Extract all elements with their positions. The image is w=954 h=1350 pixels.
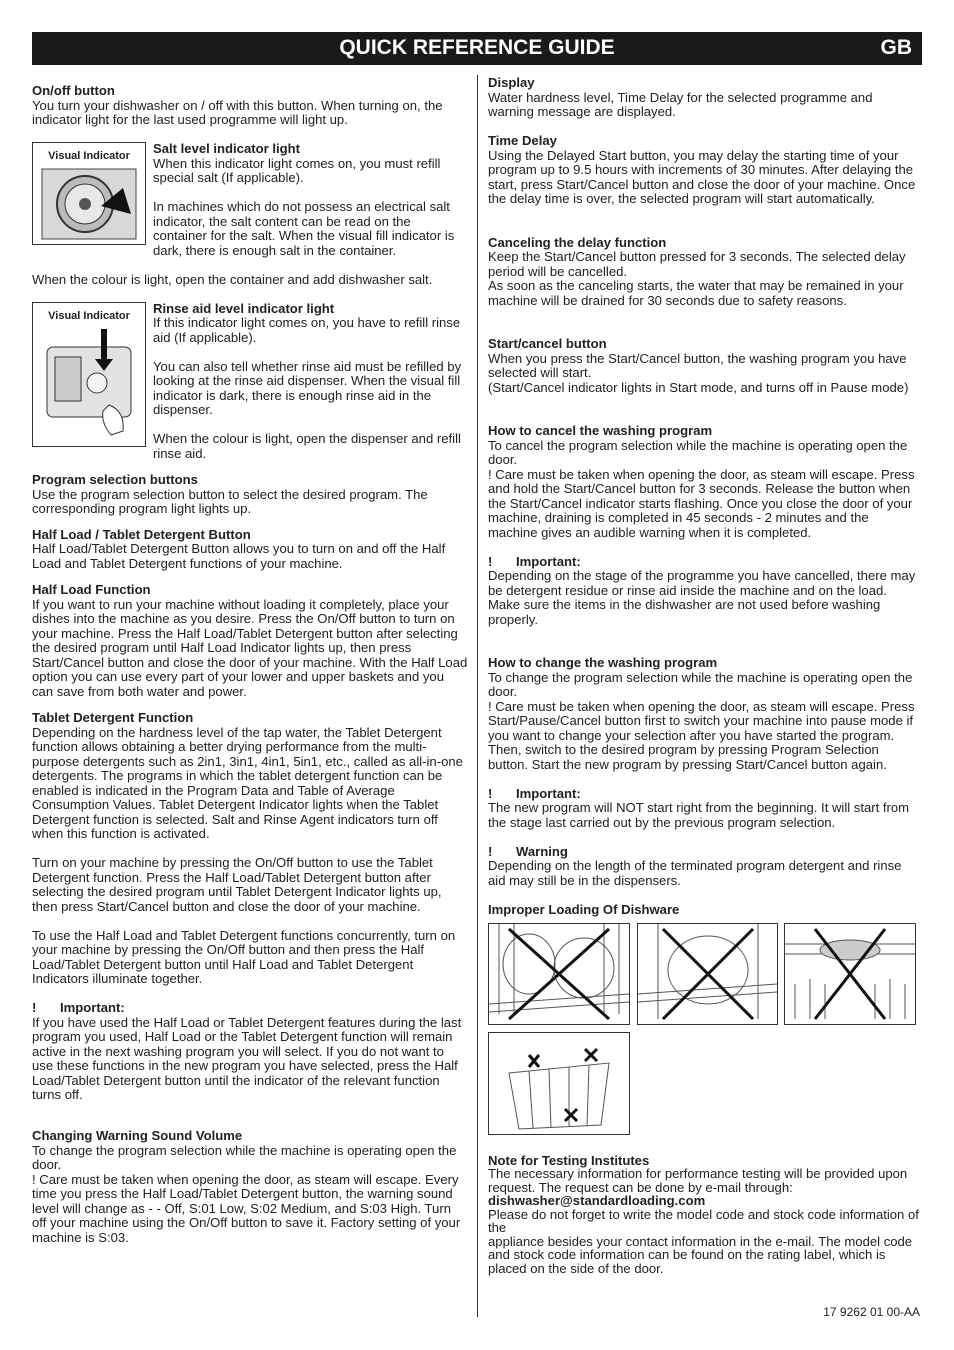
salt-text-3: When the colour is light, open the container and add dishwasher salt. [32, 271, 433, 287]
program-heading: Program selection buttons [32, 472, 198, 487]
half-button-text: Half Load/Tablet Detergent Button allows you to turn on and off the Half Load and Tablet Detergent functions of your machine. [32, 541, 446, 571]
onoff-section [32, 84, 468, 128]
display-heading: Display [488, 75, 535, 90]
left-column [32, 84, 468, 1260]
time-delay-section [488, 134, 921, 207]
improper-loading-images [488, 923, 921, 1138]
rinse-text-3: When the colour is light, open the dispenser and refill rinse aid. [153, 431, 461, 461]
improper-loading-image-3 [784, 923, 916, 1025]
onoff-text: You turn your dishwasher on / off with this button. When turning on, the indicator light for the last used programme will light up. [32, 97, 443, 127]
program-section [32, 473, 468, 517]
warning-section [488, 845, 921, 889]
rinse-aid-dispenser-icon [41, 327, 137, 439]
salt-text-2: In machines which do not possess an electrical salt indicator, the salt content can be read on the container for the salt. When the visual fill indicator is dark, there is enough salt in the container. [153, 199, 455, 258]
figure-label: Visual Indicator [48, 150, 130, 162]
start-cancel-heading: Start/cancel button [488, 336, 607, 351]
cutlery-basket-image [488, 1032, 630, 1135]
cancel-delay-section [488, 221, 921, 308]
salt-heading: Salt level indicator light [153, 141, 300, 156]
sound-text: To change the program selection while the machine is operating open the door. ! Care must be taken when opening the door, as steam will escape. Every time you press the Half Load/Tablet Detergent button, the warning sound level will change as - - Off, S:01 Low, S:02 Medium, and S:03 High. Turn off your machine using the On/Off button to save it. Factory setting of your machine is S:03. [32, 1142, 461, 1245]
tablet-text-1: Depending on the hardness level of the tap water, the Tablet Detergent function allows obtaining a better drying performance from the multi-purpose detergents such as 2in1, 3in1, 4in1, 5in1, etc., called as all-in-one detergents. The programs in which the tablet detergent function can be enabled is indicated in the Program Data and Table of Average Consumption Values. Tablet Detergent Indicator lights when the Tablet Detergent function is selected. Salt and Rinse Agent indicators turn off when this function is activated. [32, 724, 463, 841]
important-heading: Important: [60, 1000, 125, 1015]
column-divider [477, 75, 478, 1317]
important-2-heading: Important: [516, 785, 581, 801]
display-section [488, 76, 921, 120]
cancel-program-section [488, 410, 921, 541]
page-title: QUICK REFERENCE GUIDE [339, 36, 615, 59]
salt-text-1: When this indicator light comes on, you must refill special salt (If applicable). [153, 155, 441, 185]
salt-visual-indicator-figure [32, 142, 146, 245]
program-text: Use the program selection button to select the desired program. The corresponding program light lights up. [32, 486, 428, 516]
tablet-heading: Tablet Detergent Function [32, 710, 194, 725]
start-cancel-text: When you press the Start/Cancel button, the washing program you have selected will start. (Start/Cancel indicator lights in Start mode, and turns off in Pause mode) [488, 350, 909, 395]
improper-loading-section [488, 903, 921, 1139]
change-program-heading: How to change the washing program [488, 655, 718, 670]
exclamation-icon: ! [488, 843, 493, 859]
improper-loading-heading: Improper Loading Of Dishware [488, 901, 680, 917]
rinse-text-1: If this indicator light comes on, you have to refill rinse aid (If applicable). [153, 315, 461, 345]
cancel-program-text: To cancel the program selection while the machine is operating open the door. ! Care must be taken when opening the door, as steam will escape. Press and hold the Start/Cancel button for 3 seconds. Release the button when the Start/Cancel indicator starts flashing. Once you close the door of your machine, draining is completed in 45 seconds - 2 minutes and the machine gives an audible warning when it is completed. [488, 437, 915, 540]
improper-loading-image-2 [637, 923, 778, 1025]
sound-section [32, 1115, 468, 1246]
exclamation-icon: ! [32, 1000, 37, 1015]
half-function-text: If you want to run your machine without loading it completely, place your dishes into the machine as you desire. Press the On/Off button to turn on your machine. Press the Half Load/Tablet Detergent button after selecting the desired program until Half Load Indicator lights up, then press Start/Cancel button and close the door of your machine. With the Half Load option you can use every part of your lower and upper baskets and you can save from both water and power. [32, 596, 468, 699]
important-1-heading: Important: [516, 553, 581, 569]
salt-section [32, 142, 468, 287]
start-cancel-section [488, 323, 921, 396]
important-text: If you have used the Half Load or Tablet Detergent features during the last program you used, Half Load or the Tablet Detergent function will remain active in the next washing program you will select. If you do not want to use these functions in the new program you have selected, press the Half Load/Tablet Detergent button until the indicator of the relevant function turns off. [32, 1014, 462, 1102]
testing-note-heading: Note for Testing Institutes [488, 1152, 650, 1168]
page-header [32, 32, 922, 65]
time-delay-heading: Time Delay [488, 133, 557, 148]
important-1-section [488, 555, 921, 628]
tablet-text-2: Turn on your machine by pressing the On/Off button to use the Tablet Detergent function. Press the Half Load/Tablet Detergent button after selecting the desired program until Tablet Detergent Indicator lights up, then press Start/Cancel button and close the door of your machine. [32, 855, 442, 914]
improper-loading-image-1 [488, 923, 630, 1025]
half-function-heading: Half Load Function [32, 582, 151, 597]
cancel-delay-text: Keep the Start/Cancel button pressed for 3 seconds. The selected delay period will be cancelled. As soon as the canceling starts, the water that may be remained in your machine will be drained for 30 seconds due to safety reasons. [488, 249, 906, 308]
sound-heading: Changing Warning Sound Volume [32, 1128, 243, 1143]
onoff-heading: On/off button [32, 83, 115, 98]
half-button-heading: Half Load / Tablet Detergent Button [32, 526, 251, 542]
language-code: GB [880, 36, 912, 59]
tablet-section [32, 711, 468, 842]
warning-heading: Warning [516, 843, 568, 859]
important-2-section [488, 787, 921, 831]
change-program-text: To change the program selection while the machine is operating open the door. ! Care must be taken when opening the door, as steam will escape. Press Start/Pause/Cancel button first to switch your machine into pause mode if you want to change your selection after you have started the program. Then, switch to the desired program by pressing Program Selection button. Start the new program by pressing Start/Cancel button again. [488, 669, 915, 772]
rinse-text-2: You can also tell whether rinse aid must be refilled by looking at the rinse aid dispenser. When the visual fill indicator is dark, there is enough rinse aid in the dispenser. [153, 358, 462, 417]
display-text: Water hardness level, Time Delay for the selected programme and warning message are displayed. [488, 89, 873, 119]
rinse-visual-indicator-figure [32, 302, 146, 447]
testing-note-text-1: The necessary information for performance testing will be provided upon request. The request can be done by e-mail through: [488, 1166, 908, 1195]
testing-note-section [488, 1140, 921, 1275]
half-button-section [32, 528, 468, 572]
exclamation-icon: ! [488, 553, 493, 569]
cancel-delay-heading: Canceling the delay function [488, 234, 667, 250]
testing-note-email: dishwasher@standardloading.com [488, 1193, 706, 1208]
important-2-text: The new program will NOT start right from the beginning. It will start from the stage last carried out by the previous program selection. [488, 800, 910, 830]
time-delay-text: Using the Delayed Start button, you may delay the starting time of your program up to 9.5 hours with increments of 30 minutes. After delaying the start, press Start/Cancel button and close the door of your machine. Once the delay time is over, the selected program will start automatically. [488, 147, 916, 206]
rinse-heading: Rinse aid level indicator light [153, 300, 335, 316]
exclamation-icon: ! [488, 785, 493, 801]
testing-note-text-2: Please do not forget to write the model code and stock code information of the appliance besides your contact information in the e-mail. The model code and stock code information can be found on the rating label, which is placed on the side of the door. [488, 1206, 919, 1276]
tablet-text-3: To use the Half Load and Tablet Detergent functions concurrently, turn on your machine by pressing the On/Off button and then press the Half Load/Tablet Detergent button until Half Load and Tablet Detergent Indicators illuminate together. [32, 927, 456, 986]
change-program-section [488, 642, 921, 773]
document-code: 17 9262 01 00-AA [823, 1305, 920, 1319]
salt-indicator-icon [41, 168, 137, 240]
figure-label: Visual Indicator [48, 309, 130, 322]
important-section [32, 1001, 468, 1103]
half-function-section [32, 583, 468, 699]
right-column [488, 76, 921, 1290]
cancel-program-heading: How to cancel the washing program [488, 423, 713, 438]
rinse-section [32, 302, 468, 462]
important-1-text: Depending on the stage of the programme you have cancelled, there may be detergent residue or rinse aid inside the machine and on the load. Make sure the items in the dishwasher are not used before washing properly. [488, 568, 916, 627]
warning-text: Depending on the length of the terminated program detergent and rinse aid may still be in the dispensers. [488, 858, 902, 888]
